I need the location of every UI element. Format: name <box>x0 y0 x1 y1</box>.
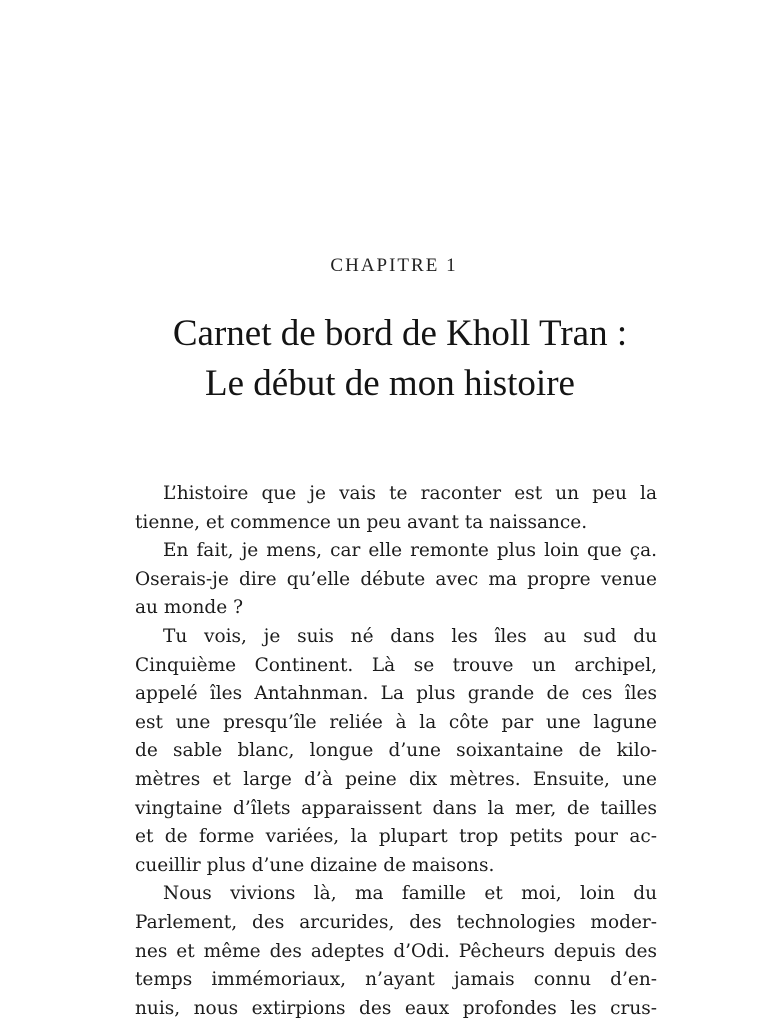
text-line: tienne, et commence un peu avant ta naissance. <box>135 511 588 533</box>
text-line: nuis, nous extirpions des eaux profondes les crus- <box>135 997 657 1019</box>
text-line: Oserais-je dire qu’elle débute avec ma propre venue <box>135 568 657 590</box>
text-line: et de forme variées, la plupart trop petits pour ac- <box>135 826 657 848</box>
text-line: appelé îles Antahnman. La plus grande de ces îles <box>135 683 657 705</box>
text-line: nes et même des adeptes d’Odi. Pêcheurs depuis des <box>135 940 657 962</box>
chapter-title <box>0 309 768 409</box>
text-line: En fait, je mens, car elle remonte plus loin que ça. <box>163 540 657 562</box>
chapter-label: CHAPITRE 1 <box>330 255 458 276</box>
text-line: est une presqu’île reliée à la côte par une lagune <box>135 711 657 733</box>
chapter-title-line-2: Le début de mon histoire <box>205 363 575 404</box>
text-line: temps immémoriaux, n’ayant jamais connu d’en- <box>135 969 657 991</box>
text-line: au monde ? <box>135 597 244 619</box>
chapter-title-line-1: Carnet de bord de Kholl Tran : <box>172 313 628 354</box>
text-line: mètres et large d’à peine dix mètres. Ensuite, une <box>135 768 657 790</box>
text-line: Cinquième Continent. Là se trouve un archipel, <box>135 654 657 676</box>
text-line: Parlement, des arcurides, des technologies moder- <box>135 911 657 933</box>
text-line: de sable blanc, longue d’une soixantaine de kilo- <box>135 740 657 762</box>
text-line: Nous vivions là, ma famille et moi, loin du <box>163 883 657 905</box>
body-text <box>135 480 657 1023</box>
text-line: cueillir plus d’une dizaine de maisons. <box>135 854 495 876</box>
text-line: Tu vois, je suis né dans les îles au sud du <box>163 625 657 647</box>
text-line: vingtaine d’îlets apparaissent dans la mer, de tailles <box>135 797 657 819</box>
text-line: L’histoire que je vais te raconter est un peu la <box>163 483 657 504</box>
